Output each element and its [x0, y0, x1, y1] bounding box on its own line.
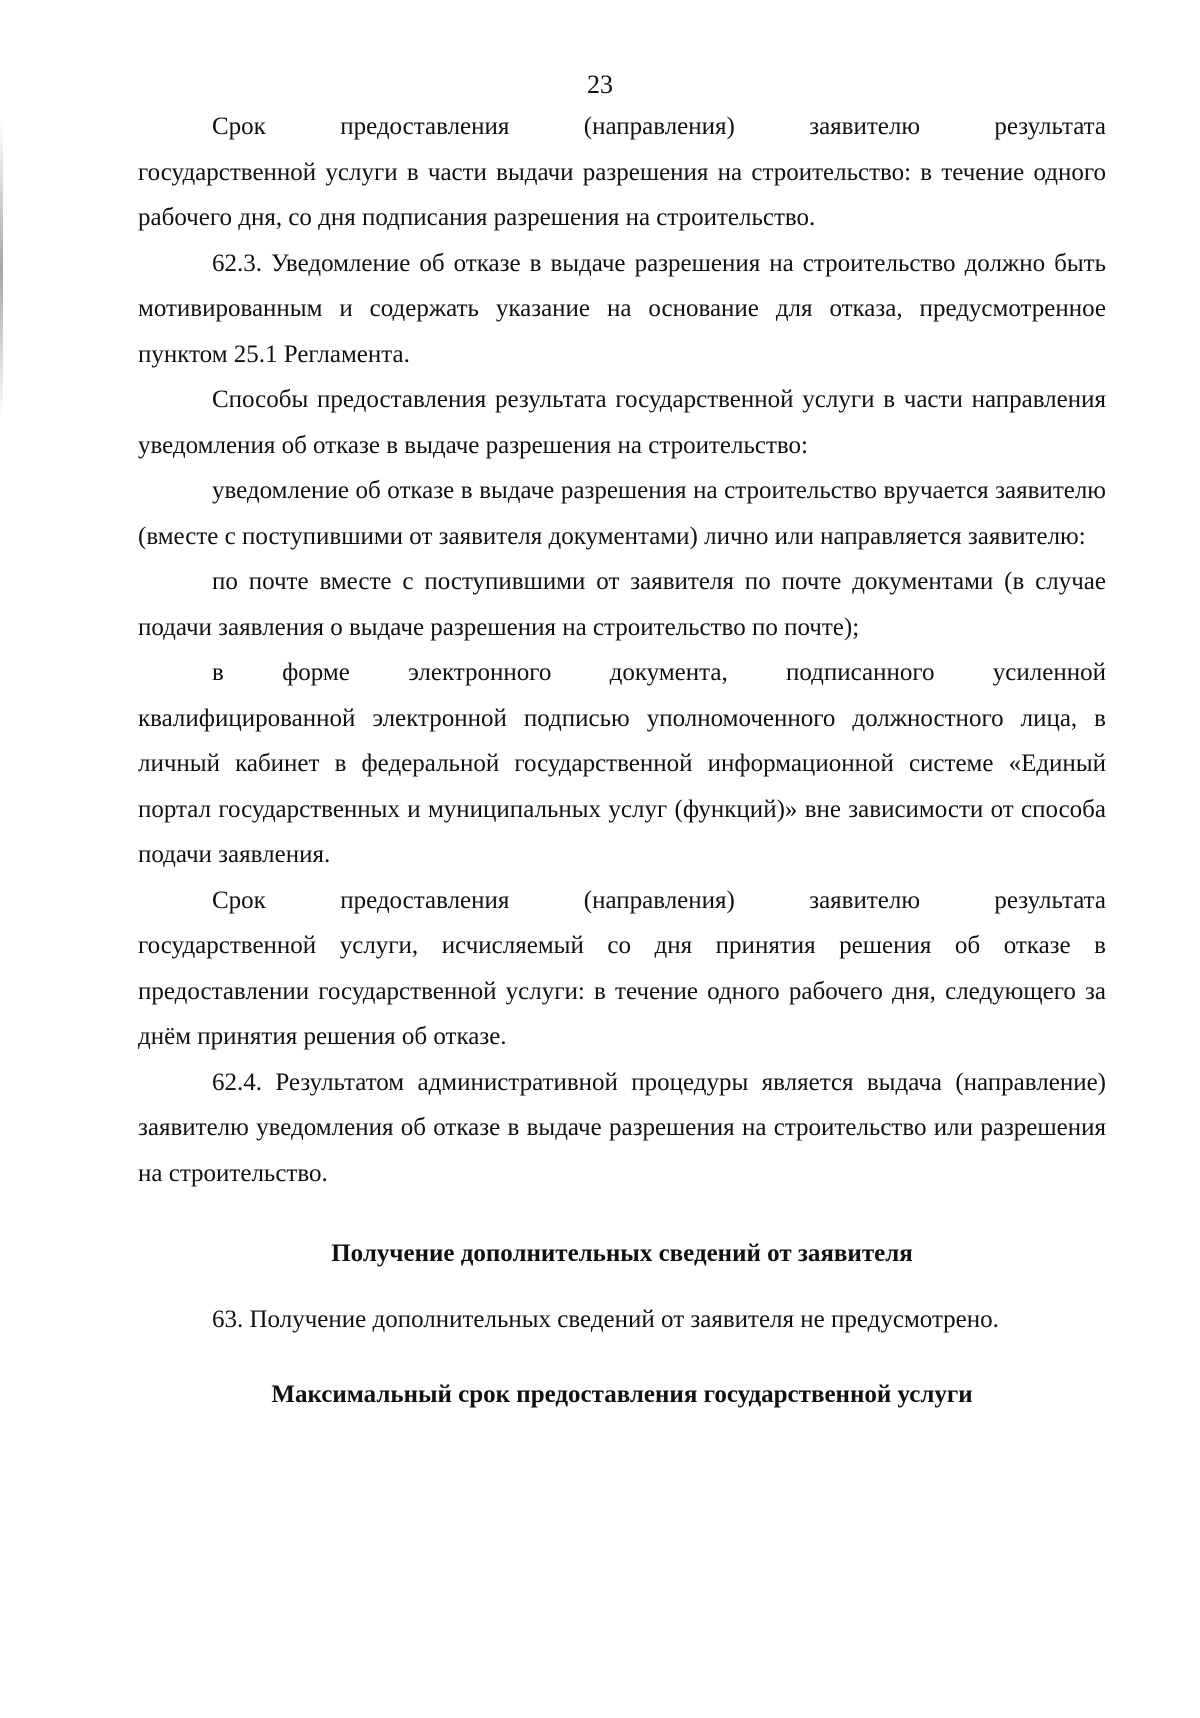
paragraph-result-term	[138, 104, 1106, 241]
document-body	[138, 104, 1106, 1418]
paragraph-refusal-term	[138, 878, 1106, 1060]
paragraph-first-line: Срок предоставления (направления) заявителю результата	[212, 113, 1106, 140]
paragraph-notice-delivery: уведомление об отказе в выдаче разрешения на строительство вручается заявителю (вместе с поступившими от заявителя документами) лично или направляется заявителю:	[138, 477, 1106, 550]
paragraph-electronic-form	[138, 650, 1106, 878]
paragraph-continuation: государственной услуги, исчисляемый со дня принятия решения об отказе в предоставлении государственной услуги: в течение одного рабочего дня, следующего за днём принятия решения об отказе.	[138, 932, 1106, 1050]
paragraph-first-line: Срок предоставления (направления) заявителю результата	[212, 886, 1106, 914]
paragraph-continuation: государственной услуги в части выдачи разрешения на строительство: в течение одного рабочего дня, со дня подписания разрешения на строительство.	[138, 158, 1106, 231]
paragraph-continuation: квалифицированной электронной подписью уполномоченного должностного лица, в личный кабинет в федеральной государственной информационной системе «Единый портал государственных и муниципальных услуг (функций)» вне зависимости от способа подачи заявления.	[138, 704, 1106, 868]
paragraph-first-line: в форме электронного документа, подписанного усиленной	[212, 659, 1106, 686]
page-number: 23	[587, 70, 613, 99]
scan-edge-shadow	[0, 120, 3, 420]
paragraph-62-4: 62.4. Результатом административной процедуры является выдача (направление) заявителю уведомления об отказе в выдаче разрешения на строительство или разрешения на строительство.	[138, 1068, 1106, 1187]
paragraph-62-3: 62.3. Уведомление об отказе в выдаче разрешения на строительство должно быть мотивированным и содержать указание на основание для отказа, предусмотренное пунктом 25.1 Регламента.	[138, 249, 1106, 368]
paragraph-methods: Способы предоставления результата государственной услуги в части направления уведомления об отказе в выдаче разрешения на строительство:	[138, 386, 1106, 459]
paragraph-63: 63. Получение дополнительных сведений от заявителя не предусмотрено.	[212, 1305, 999, 1333]
section-heading-max-term: Максимальный срок предоставления государственной услуги	[271, 1381, 973, 1408]
section-heading-additional-info: Получение дополнительных сведений от заявителя	[331, 1240, 913, 1267]
paragraph-by-mail: по почте вместе с поступившими от заявителя по почте документами (в случае подачи заявления о выдаче разрешения на строительство по почте);	[138, 568, 1106, 641]
